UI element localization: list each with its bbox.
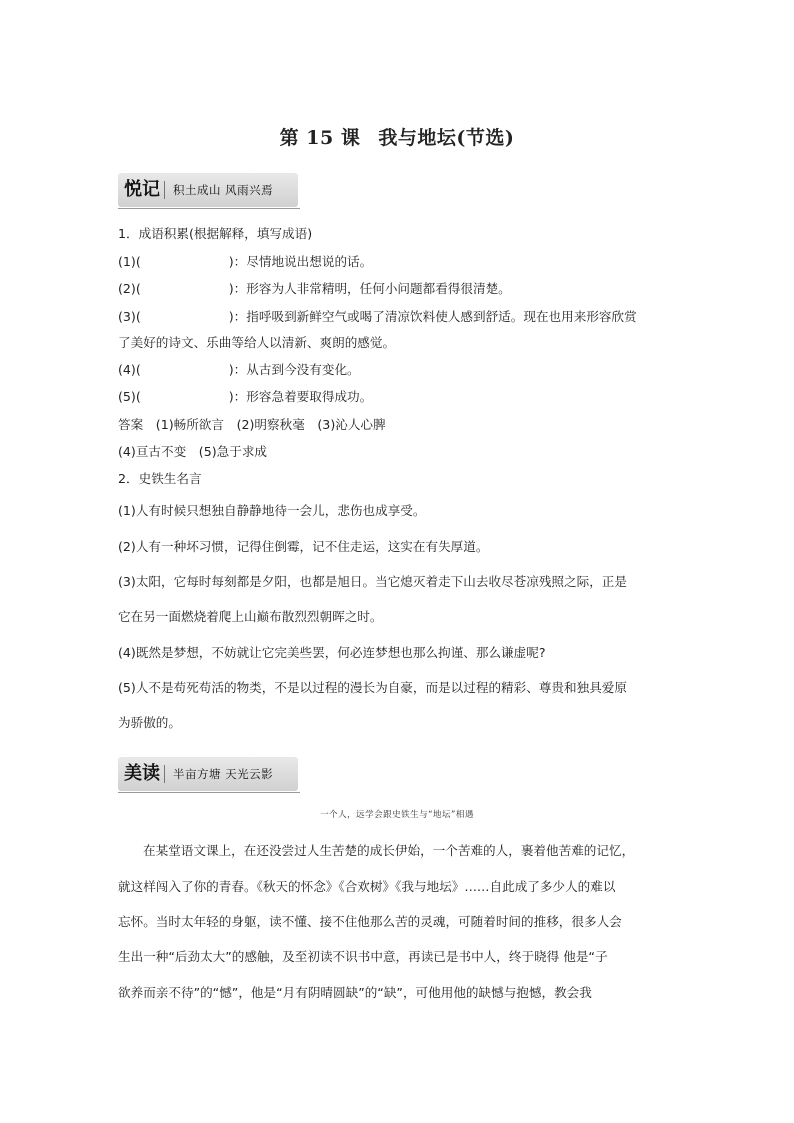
quote-3-line-2: 它在另一面燃烧着爬上山巅布散烈烈朝晖之时。	[118, 609, 383, 624]
article-line-3: 忘怀。当时太年轻的身躯，读不懂、接不住他那么苦的灵魂，可随着时间的推移，很多人会	[118, 914, 622, 929]
section-label: 美读	[124, 763, 160, 784]
section-badge-yueji	[118, 173, 281, 207]
article-line-4: 生出一种“后劲太大”的感触，及至初读不识书中意，再读已是书中人，终于晓得 他是“子	[118, 949, 608, 964]
article-line-1: 在某堂语文课上，在还没尝过人生苦楚的成长伊始，一个苦难的人，裹着他苦难的记忆，	[143, 843, 635, 858]
idiom-item-3-continued: 了美好的诗文、乐曲等给人以清新、爽朗的感觉。	[118, 335, 396, 350]
section-tagline: 积土成山 风雨兴焉	[173, 183, 274, 197]
section-tagline: 半亩方塘 天光云影	[173, 767, 274, 781]
quote-3-line-1: (3)太阳，它每时每刻都是夕阳，也都是旭日。当它熄灭着走下山去收尽苍凉残照之际，正是	[118, 574, 627, 589]
idiom-item-2: (2)( )：形容为人非常精明，任何小问题都看得很清楚。	[118, 281, 511, 296]
article-subtitle: 一个人，远学会跟史铁生与“地坛”相遇	[320, 810, 474, 820]
idiom-item-5: (5)( )：形容急着要取得成功。	[118, 389, 373, 404]
article-line-5: 欲养而亲不待”的“憾”，他是“月有阴晴圆缺”的“缺”，可他用他的缺憾与抱憾，教会我	[118, 985, 592, 1000]
quote-5-line-1: (5)人不是苟死苟活的物类，不是以过程的漫长为自豪，而是以过程的精彩、尊贵和独具爱原	[118, 680, 627, 695]
lesson-title	[0, 123, 794, 150]
quote-4: (4)既然是梦想，不妨就让它完美些罢，何必连梦想也那么拘谨、那么谦虚呢?	[118, 645, 546, 660]
question-1-heading: 1．成语积累(根据解释，填写成语)	[118, 226, 313, 241]
question-2-heading: 2．史铁生名言	[118, 471, 202, 486]
quote-2: (2)人有一种坏习惯，记得住倒霉，记不住走运，这实在有失厚道。	[118, 539, 489, 554]
lesson-name: 我与地坛(节选)	[378, 127, 515, 149]
idiom-item-3: (3)( )：指呼吸到新鲜空气或喝了清凉饮料使人感到舒适。现在也用来形容欣赏	[118, 309, 637, 324]
quote-1: (1)人有时候只想独自静静地待一会儿，悲伤也成享受。	[118, 503, 426, 518]
answer-line-2: (4)亘古不变 (5)急于求成	[118, 444, 268, 459]
section-badge-meidu	[118, 757, 281, 791]
idiom-item-4: (4)( )：从古到今没有变化。	[118, 362, 360, 377]
idiom-item-1: (1)( )：尽情地说出想说的话。	[118, 254, 373, 269]
section-label: 悦记	[124, 179, 160, 200]
answer-line-1: 答案 (1)畅所欲言 (2)明察秋毫 (3)沁人心脾	[118, 417, 386, 432]
quote-5-line-2: 为骄傲的。	[118, 715, 181, 730]
lesson-number: 第 15 课	[279, 127, 361, 149]
article-line-2: 就这样闯入了你的青春。《秋天的怀念》《合欢树》《我与地坛》……自此成了多少人的难以	[118, 879, 616, 894]
